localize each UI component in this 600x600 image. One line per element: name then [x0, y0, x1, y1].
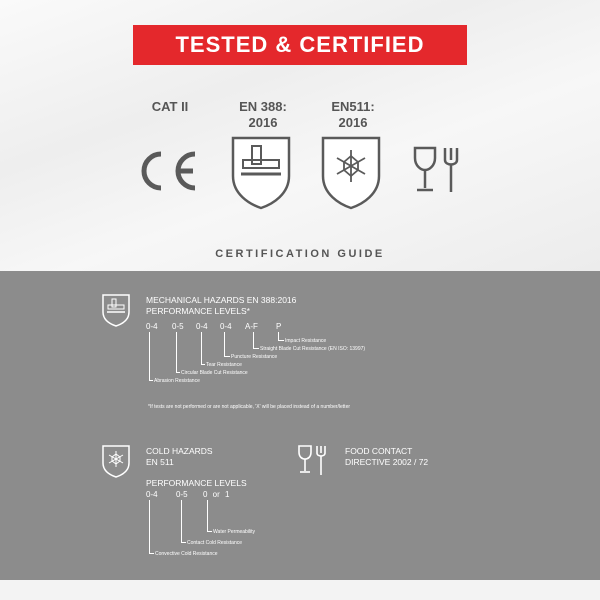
mech-level: A-F	[245, 322, 258, 331]
connector-line	[176, 332, 180, 373]
cold-level: 0-5	[176, 490, 188, 499]
cold-label: Contact Cold Resistance	[187, 540, 243, 546]
mech-level: P	[276, 322, 282, 331]
mechanical-footnote: *If tests are not performed or are not applicable, 'X' will be placed instead of a number/letter	[148, 404, 351, 410]
en511-label: EN511: 2016	[331, 99, 375, 130]
mech-level: 0-5	[172, 322, 184, 331]
cold-label: Convective Cold Resistance	[155, 551, 218, 557]
glove-cold-icon	[319, 134, 383, 210]
glove-mechanical-icon	[229, 134, 293, 210]
cold-level: 0-4	[146, 490, 158, 499]
food-title: FOOD CONTACT	[345, 446, 413, 456]
cold-label: Water Permeability	[213, 529, 256, 535]
food-contact-icon	[411, 142, 467, 198]
connector-line	[253, 332, 259, 349]
mech-label: Abrasion Resistance	[154, 378, 200, 384]
connector-line	[201, 332, 205, 365]
en388-label: EN 388: 2016	[239, 99, 287, 130]
ce-mark-icon	[133, 148, 201, 194]
mech-label: Puncture Resistance	[231, 354, 278, 360]
mech-label: Tear Resistance	[206, 362, 242, 368]
food-subtitle: DIRECTIVE 2002 / 72	[345, 457, 429, 467]
mech-level: 0-4	[220, 322, 232, 331]
mech-label: Impact Resistance	[285, 338, 327, 344]
glove-mechanical-small-icon	[101, 293, 131, 327]
connector-line	[207, 500, 212, 532]
mechanical-subtitle: PERFORMANCE LEVELS*	[146, 306, 250, 316]
bottom-strip	[0, 580, 600, 600]
banner: TESTED & CERTIFIED	[133, 25, 467, 65]
mechanical-title: MECHANICAL HAZARDS EN 388:2016	[146, 295, 297, 305]
mech-level: 0-4	[196, 322, 208, 331]
certification-guide-title: CERTIFICATION GUIDE	[215, 248, 385, 260]
cold-subtitle: EN 511	[146, 457, 174, 467]
mech-label: Circular Blade Cut Resistance	[181, 370, 248, 376]
mech-label: Straight Blade Cut Resistance (EN ISO: 13997)	[260, 346, 366, 352]
food-contact-small-icon	[297, 443, 329, 479]
guide-panel	[0, 271, 600, 580]
cold-level: 0 or 1	[203, 490, 230, 499]
connector-line	[278, 332, 284, 341]
cold-title: COLD HAZARDS	[146, 446, 213, 456]
glove-cold-small-icon	[101, 444, 131, 478]
cold-performance-title: PERFORMANCE LEVELS	[146, 478, 247, 488]
connector-line	[224, 332, 230, 357]
connector-line	[181, 500, 186, 543]
mech-level: 0-4	[146, 322, 158, 331]
cat-label: CAT II	[151, 99, 189, 114]
connector-line	[149, 332, 153, 381]
connector-line	[149, 500, 154, 554]
